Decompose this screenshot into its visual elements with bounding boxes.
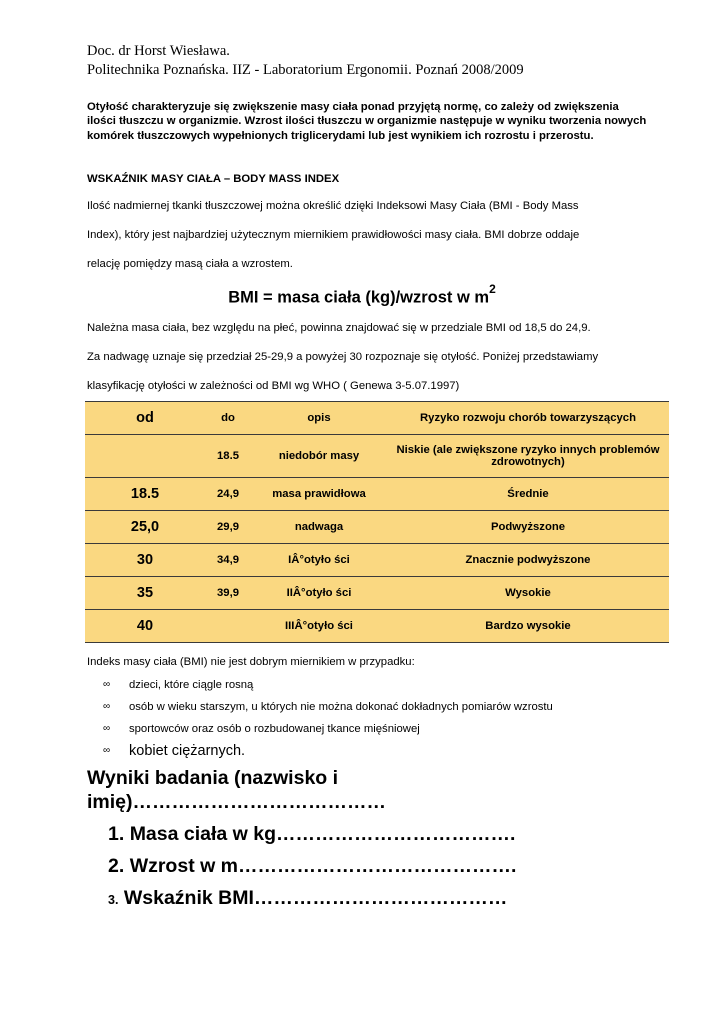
- table-cell: 25,0: [85, 511, 205, 544]
- table-cell: Podwyższone: [387, 511, 669, 544]
- table-cell: 18.5: [205, 435, 251, 478]
- table-cell: 35: [85, 577, 205, 610]
- results-title: Wyniki badania (nazwisko i imię)…………………………………: [87, 767, 387, 813]
- table-cell: 18.5: [85, 478, 205, 511]
- list-item: [103, 696, 553, 718]
- table-cell: nadwaga: [251, 511, 387, 544]
- list-item-text: sportowców oraz osób o rozbudowanej tkance mięśniowej: [129, 723, 420, 735]
- table-cell: 40: [85, 610, 205, 643]
- para2-line3: klasyfikację otyłości w zależności od BMI wg WHO ( Genewa 3-5.07.1997): [87, 380, 460, 392]
- infinity-bullet-icon: ∞: [103, 701, 111, 712]
- table-cell: 29,9: [205, 511, 251, 544]
- table-header-cell: do: [205, 402, 251, 435]
- para1-line1: Ilość nadmiernej tkanki tłuszczowej można określić dzięki Indeksowi Masy Ciała (BMI - Body Mass: [87, 200, 579, 212]
- table-cell: Średnie: [387, 478, 669, 511]
- formula-text: BMI = masa ciała (kg)/wzrost w m: [228, 288, 490, 307]
- table-cell: [205, 610, 251, 643]
- bmi-limitations-intro: Indeks masy ciała (BMI) nie jest dobrym miernikiem w przypadku:: [87, 656, 415, 668]
- table-header-cell: od: [85, 402, 205, 435]
- section-title: WSKAŹNIK MASY CIAŁA – BODY MASS INDEX: [87, 173, 340, 185]
- table-header-cell: opis: [251, 402, 387, 435]
- document-header: [87, 42, 524, 80]
- table-row: [85, 610, 669, 643]
- header-institution: Politechnika Poznańska. IIZ - Laboratorium Ergonomii. Poznań 2008/2009: [87, 62, 524, 78]
- para2-line2: Za nadwagę uznaje się przedział 25-29,9 a powyżej 30 rozpoznaje się otyłość. Poniżej przedstawiamy: [87, 351, 599, 363]
- table-cell: niedobór masy: [251, 435, 387, 478]
- result-item-mass: [108, 818, 516, 850]
- result-number: 3.: [108, 893, 119, 907]
- result-text: Wzrost w m…………………………………….: [129, 855, 517, 877]
- list-item: [103, 674, 553, 696]
- table-cell: IIÂ°otyło ści: [251, 577, 387, 610]
- infinity-bullet-icon: ∞: [103, 745, 111, 756]
- para2-line1: Należna masa ciała, bez względu na płeć, powinna znajdować się w przedziale BMI od 18,5 do 24,9.: [87, 322, 591, 334]
- table-cell: Znacznie podwyższone: [387, 544, 669, 577]
- result-number: 1.: [108, 823, 125, 845]
- table-cell: 34,9: [205, 544, 251, 577]
- infinity-bullet-icon: ∞: [103, 723, 111, 734]
- result-item-height: [108, 850, 516, 882]
- bmi-formula: [0, 282, 724, 308]
- table-cell: Bardzo wysokie: [387, 610, 669, 643]
- table-row: [85, 577, 669, 610]
- table-cell: 24,9: [205, 478, 251, 511]
- result-text: Wskaźnik BMI…………………………………: [123, 887, 508, 909]
- table-cell: 30: [85, 544, 205, 577]
- list-item: [103, 718, 553, 740]
- table-row: [85, 435, 669, 478]
- table-row: [85, 478, 669, 511]
- table-cell: IÂ°otyło ści: [251, 544, 387, 577]
- table-cell: IIIÂ°otyło ści: [251, 610, 387, 643]
- list-item: [103, 740, 553, 762]
- limitations-list: [103, 674, 553, 762]
- header-author: Doc. dr Horst Wiesława.: [87, 43, 230, 59]
- formula-exponent: 2: [489, 282, 496, 296]
- table-cell: Wysokie: [387, 577, 669, 610]
- table-cell: masa prawidłowa: [251, 478, 387, 511]
- result-text: Masa ciała w kg……………………………….: [129, 823, 516, 845]
- table-cell: 39,9: [205, 577, 251, 610]
- table-cell: Niskie (ale zwiększone ryzyko innych problemów zdrowotnych): [387, 435, 669, 478]
- para1-line2: Index), który jest najbardziej użytecznym miernikiem prawidłowości masy ciała. BMI dobrze oddaje: [87, 229, 580, 241]
- list-item-text: dzieci, które ciągle rosną: [129, 679, 254, 691]
- table-header-row: [85, 402, 669, 435]
- result-number: 2.: [108, 855, 125, 877]
- table-row: [85, 511, 669, 544]
- result-item-bmi: [108, 882, 516, 914]
- list-item-text: osób w wieku starszym, u których nie można dokonać dokładnych pomiarów wzrostu: [129, 701, 553, 713]
- table-row: [85, 544, 669, 577]
- para1-line3: relację pomiędzy masą ciała a wzrostem.: [87, 258, 293, 270]
- table-cell: [85, 435, 205, 478]
- infinity-bullet-icon: ∞: [103, 679, 111, 690]
- intro-paragraph: Otyłość charakteryzuje się zwiększenie masy ciała ponad przyjętą normę, co zależy od zwiększenia ilości tłuszczu w organizmie. Wzrost ilości tłuszczu w organizmie następuje w wyniku tworzenia nowych komórek tłuszczowych wypełnionych triglicerydami lub jest wynikiem ich rozrostu i przerostu.: [87, 101, 647, 142]
- results-list: [108, 818, 516, 914]
- bmi-classification-table: [85, 401, 669, 643]
- table-header-cell: Ryzyko rozwoju chorób towarzyszących: [387, 402, 669, 435]
- list-item-text: kobiet ciężarnych.: [129, 743, 246, 759]
